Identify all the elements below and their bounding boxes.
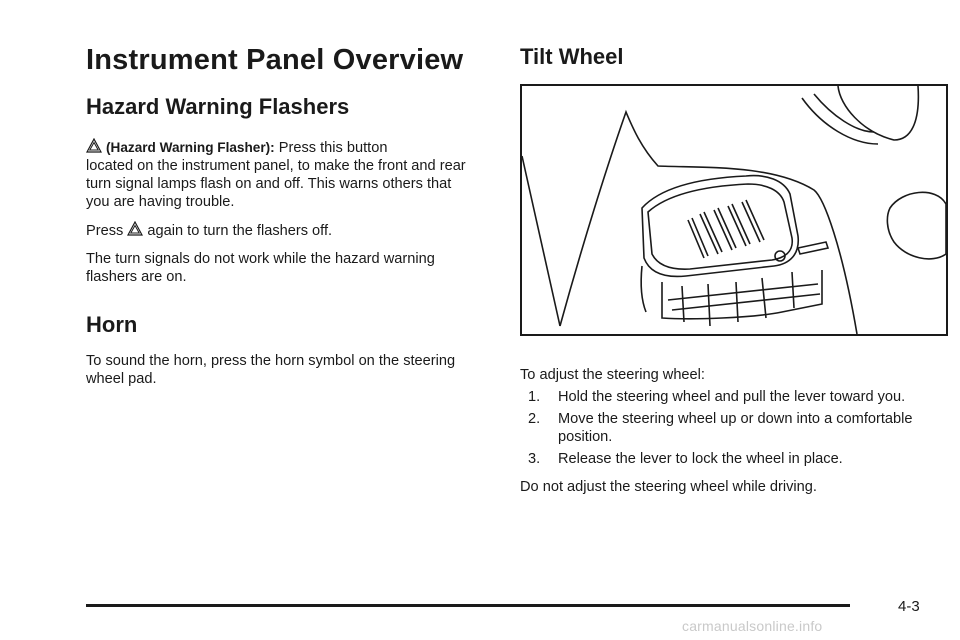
list-item: 2. Move the steering wheel up or down into a comfortable position. [528,411,913,445]
hazard-description-rest: located on the instrument panel, to make the front and rear turn signal lamps flash on and off. This warns others that you are having trouble. [86,158,466,210]
list-item: 1. Hold the steering wheel and pull the lever toward you. [528,389,906,405]
watermark: carmanualsonline.info [682,618,823,634]
hazard-heading: Hazard Warning Flashers [86,94,350,119]
right-column [520,42,940,496]
hazard-triangle-icon [127,221,143,236]
tilt-intro: To adjust the steering wheel: [520,367,705,383]
left-column [86,40,476,388]
press-after-text: again to turn the flashers off. [147,223,333,239]
press-before-text: Press [86,223,124,239]
hazard-description-first: Press this button [278,140,388,156]
tilt-heading: Tilt Wheel [520,44,624,69]
hazard-press-again [86,221,476,240]
tilt-wheel-lever-illustration [522,86,946,334]
list-item: 3. Release the lever to lock the wheel in place. [528,451,843,467]
horn-heading: Horn [86,312,138,337]
hazard-description [86,138,476,211]
footer-rule [86,604,850,607]
tilt-warning: Do not adjust the steering wheel while driving. [520,479,817,495]
hazard-note: The turn signals do not work while the hazard warning flashers are on. [86,251,435,285]
tilt-wheel-figure [520,84,948,336]
page-number: 4-3 [898,598,920,615]
horn-text: To sound the horn, press the horn symbol on the steering wheel pad. [86,353,456,387]
hazard-triangle-icon [86,138,102,153]
tilt-steps [520,388,940,468]
page-title: Instrument Panel Overview [86,44,464,76]
hazard-label: (Hazard Warning Flasher): [106,140,275,155]
